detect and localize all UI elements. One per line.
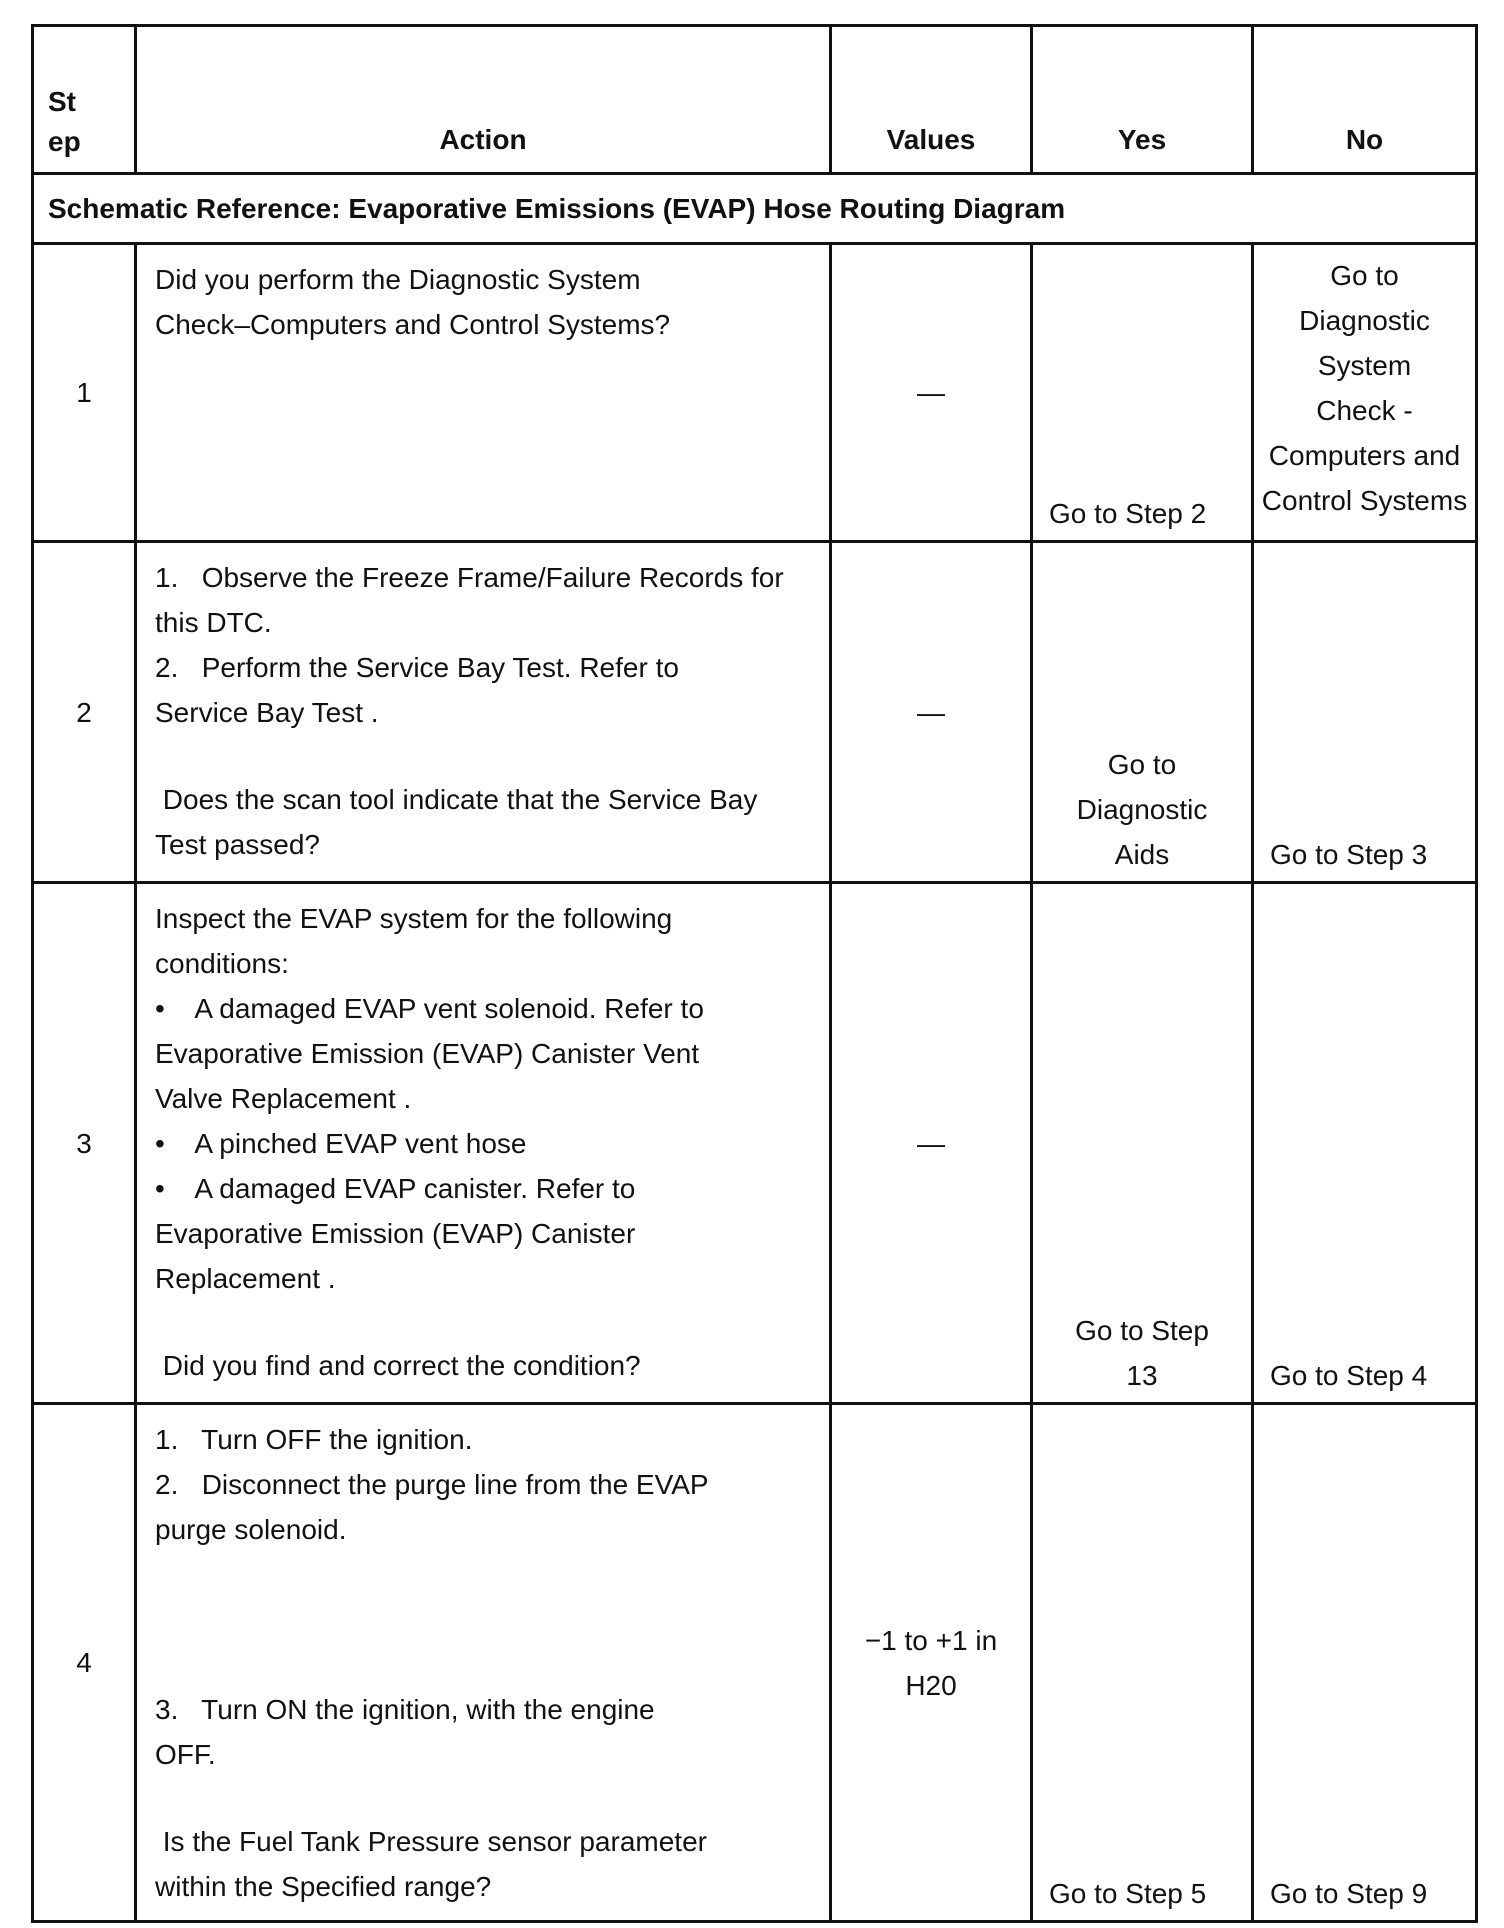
table-row xyxy=(33,883,1477,1404)
no-link[interactable]: Go to Step 9 xyxy=(1270,1878,1428,1909)
no-header: No xyxy=(1253,26,1477,174)
no-cell xyxy=(1253,1404,1477,1922)
schematic-row xyxy=(33,174,1477,244)
no-link[interactable]: Go to Diagnostic System Check - Computers and Control Systems xyxy=(1261,260,1468,516)
no-cell xyxy=(1253,542,1477,883)
values-cell: — xyxy=(831,244,1032,542)
step-number: 1 xyxy=(33,244,136,542)
no-link[interactable]: Go to Step 4 xyxy=(1270,1360,1428,1391)
schematic-reference: Schematic Reference: Evaporative Emissions (EVAP) Hose Routing Diagram xyxy=(33,174,1477,244)
action-cell: Did you perform the Diagnostic System Check–Computers and Control Systems? xyxy=(136,244,831,542)
no-cell xyxy=(1253,883,1477,1404)
yes-link[interactable]: Go to Step 5 xyxy=(1049,1878,1207,1909)
table-row xyxy=(33,1404,1477,1922)
values-cell: — xyxy=(831,542,1032,883)
yes-header: Yes xyxy=(1032,26,1253,174)
diagnostic-table xyxy=(31,24,1478,1923)
action-cell: 1. Turn OFF the ignition. 2. Disconnect the purge line from the EVAP purge solenoid. 3. Turn ON the ignition, with the engine OFF. Is the Fuel Tank Pressure sensor parameter within the Specified range? xyxy=(136,1404,831,1922)
step-header: St ep xyxy=(33,26,136,174)
step-number: 4 xyxy=(33,1404,136,1922)
no-cell xyxy=(1253,244,1477,542)
step-number: 2 xyxy=(33,542,136,883)
yes-link[interactable]: Go to Step 13 xyxy=(1075,1315,1209,1391)
yes-cell xyxy=(1032,1404,1253,1922)
values-cell: — xyxy=(831,883,1032,1404)
values-header: Values xyxy=(831,26,1032,174)
action-cell: 1. Observe the Freeze Frame/Failure Records for this DTC. 2. Perform the Service Bay Test. Refer to Service Bay Test . Does the scan tool indicate that the Service Bay Test passed? xyxy=(136,542,831,883)
values-cell: −1 to +1 in H20 xyxy=(831,1404,1032,1922)
yes-link[interactable]: Go to Step 2 xyxy=(1049,498,1207,529)
yes-cell xyxy=(1032,244,1253,542)
table-row xyxy=(33,542,1477,883)
yes-link[interactable]: Go to Diagnostic Aids xyxy=(1076,749,1208,870)
header-row xyxy=(33,26,1477,174)
action-cell: Inspect the EVAP system for the following conditions: • A damaged EVAP vent solenoid. Refer to Evaporative Emission (EVAP) Canister Vent Valve Replacement . • A pinched EVAP vent hose • A damaged EVAP canister. Refer to Evaporative Emission (EVAP) Canister Replacement . Did you find and correct the condition? xyxy=(136,883,831,1404)
step-number: 3 xyxy=(33,883,136,1404)
yes-cell xyxy=(1032,883,1253,1404)
no-link[interactable]: Go to Step 3 xyxy=(1270,839,1428,870)
yes-cell xyxy=(1032,542,1253,883)
action-header: Action xyxy=(136,26,831,174)
table-row xyxy=(33,244,1477,542)
